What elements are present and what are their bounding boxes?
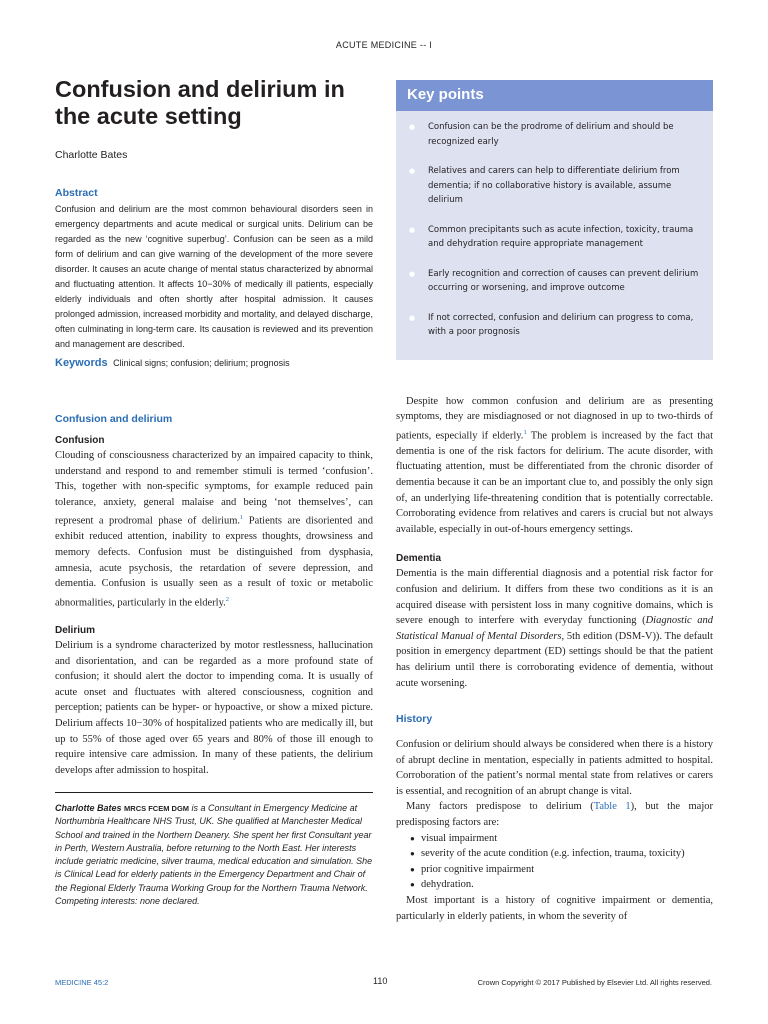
confusion-text-a: Clouding of consciousness characterized by an impaired capacity to think, understand and respond to and remember stimuli is termed ‘confusion’. This, together with non-specific symptoms, for example reduced pain tolerance, anxiety, general malaise and being ‘not themselves’, can represent a prodromal phase of delirium.	[55, 450, 373, 527]
bio-author-name: Charlotte Bates	[55, 803, 122, 814]
predisposing-factors-list	[410, 831, 713, 893]
intro-text-a: Despite how common confusion and delirium are as presenting symptoms, they are misdiagnosed or not diagnosed in up to two-thirds of patients, especially if elderly.	[396, 395, 713, 442]
key-point-text: Early recognition and correction of causes can prevent delirium occurring or worsening, and improve outcome	[428, 268, 699, 293]
history-text-a: Many factors predispose to delirium (	[406, 801, 594, 813]
history-paragraph-2	[396, 799, 713, 830]
list-item-text: visual impairment	[421, 832, 498, 844]
left-column	[55, 76, 373, 908]
keywords	[55, 356, 373, 370]
right-column	[396, 80, 713, 924]
history-text-b: ), but the major predisposing factors are:	[396, 801, 713, 829]
author-bio	[55, 802, 373, 908]
citation-ref[interactable]: 1	[240, 514, 244, 522]
key-point-item	[409, 311, 701, 340]
title-line-1: Confusion and delirium in	[55, 76, 345, 102]
subheading-confusion: Confusion	[55, 435, 105, 446]
author-name: Charlotte Bates	[55, 149, 128, 161]
keywords-text: Clinical signs; confusion; delirium; prognosis	[113, 358, 290, 368]
list-item	[410, 846, 713, 862]
article-title	[55, 76, 373, 130]
list-item-text: prior cognitive impairment	[421, 863, 535, 875]
history-paragraph-1: Confusion or delirium should always be considered when there is a history of abrupt decline in mentation, especially in patients admitted to hospital. Corroboration of the patient’s normal mental state from relatives or carers is essential, and recognition of an abrupt change is vital.	[396, 739, 713, 797]
confusion-text-b: Patients are disoriented and exhibit reduced attention, inability to express thoughts, drowsiness and memory defects. Confusion must be distinguished from dysphasia, amnesia, acute psychosis, the retardation of severe depression, and dementia. Confusion is usually seen as a result of toxic or metabolic abnormalities, particularly in the elderly.	[55, 515, 373, 609]
key-point-text: Relatives and carers can help to differentiate delirium from dementia; if no collaborative history is available, assume delirium	[428, 166, 680, 205]
dsm-title: Diagnostic and Statistical Manual of Mental Disorders	[396, 615, 713, 642]
list-item	[410, 862, 713, 878]
keywords-label: Keywords	[55, 357, 108, 369]
list-item	[410, 877, 713, 893]
bullet-icon: ●	[409, 225, 416, 234]
key-points-heading: Key points	[396, 80, 713, 111]
abstract-heading: Abstract	[55, 187, 98, 199]
section-heading-confusion-delirium: Confusion and delirium	[55, 413, 173, 425]
history-paragraph-3: Most important is a history of cognitive impairment or dementia, particularly in elderly patients, in whom the severity of	[396, 895, 713, 922]
bullet-icon: ●	[410, 833, 415, 843]
key-point-text: Common precipitants such as acute infection, toxicity, trauma and dehydration require appropriate management	[428, 224, 694, 249]
list-item	[410, 831, 713, 847]
bullet-icon: ●	[409, 167, 416, 175]
bullet-icon: ●	[410, 849, 415, 859]
footer-copyright: Crown Copyright © 2017 Published by Elsevier Ltd. All rights reserved.	[477, 978, 712, 987]
delirium-paragraph: Delirium is a syndrome characterized by motor restlessness, hallucination and disorientation, and can be regarded as a more profound state of confusion; it should alert the doctor to impending coma. It is usually of acute onset and fluctuates with altered consciousness, cognition and perception; patients can be hyper- or hypoactive, or show a mixed picture. Delirium affects 10−30% of hospitalized patients who are medically ill, but up to 55% of those aged over 65 years and 80% of those ill enough to require intensive care admission. In many of these patients, the delirium develops after admission to hospital.	[55, 639, 373, 776]
running-head: ACUTE MEDICINE -- I	[335, 40, 433, 50]
intro-paragraph	[396, 394, 713, 538]
intro-text-b: The problem is increased by the fact that dementia is one of the risk factors for delirium. The acute disorder, with fluctuating attention, must be differentiated from the chronic disorder of dementia because it can be an important clue to, and possibly the only sign of, an underlying life-threatening condition that is potentially correctable. Corroborating evidence from relatives and carers is crucial but not always available, especially in out-of-hours emergency settings.	[396, 430, 714, 535]
list-item-text: severity of the acute condition (e.g. infection, trauma, toxicity)	[421, 848, 685, 860]
bullet-icon: ●	[410, 864, 415, 874]
list-item-text: dehydration.	[421, 879, 474, 891]
key-point-text: If not corrected, confusion and delirium can progress to coma, with a poor prognosis	[428, 312, 694, 337]
subheading-dementia: Dementia	[396, 553, 442, 565]
key-points-box	[396, 80, 713, 360]
page-number: 110	[373, 976, 388, 986]
table-1-link[interactable]: Table 1	[593, 801, 631, 813]
key-point-item	[409, 164, 701, 208]
dementia-text-a: Dementia is the main differential diagnosis and a potential risk factor for confusion and delirium. It differs from these two conditions as it is an acquired disease with persistent loss in many cognitive domains, which is severe enough to interfere with everyday functioning (	[396, 568, 713, 627]
bullet-icon: ●	[409, 269, 416, 278]
key-point-item	[409, 267, 701, 296]
bio-text: is a Consultant in Emergency Medicine at Northumbria Healthcare NHS Trust, UK. She qualified at Manchester Medical School and trained in the Northern Deanery. She spent her first Consultant year in Perth, Western Australia, before returning to the North East. Her interests include geriatric medicine, silver trauma, medical education and simulation. She is Clinical Lead for elderly patients in the Emergency Department and Chair of the Regional Elderly Trauma Working Group for the Northern Trauma Network. Competing interests: none declared.	[55, 803, 373, 906]
dementia-paragraph	[396, 566, 713, 691]
subheading-delirium: Delirium	[55, 624, 96, 636]
divider-rule	[55, 792, 373, 793]
bio-credentials: MRCS FCEM DGM	[124, 804, 190, 814]
footer-journal: MEDICINE 45:2	[55, 978, 109, 987]
bullet-icon: ●	[409, 123, 416, 131]
dementia-text-b: , 5th edition (DSM-V)). The default position in emergency department (ED) settings should be that the patient has delirium until there is corroborating evidence of dementia, without acute worsening.	[396, 630, 713, 689]
confusion-paragraph	[55, 448, 373, 611]
abstract-text: Confusion and delirium are the most common behavioural disorders seen in emergency departments and acute medical or surgical units. Delirium can be regarded as the new ‘cognitive superbug’. Confusion can be seen as a mild form of delirium and can give warning of the development of the more severe disorder. It causes an acute change of mental status characterized by abnormal and fluctuating attention. It affects 10−30% of medically ill patients, especially elderly individuals and often shortly after hospital admission. It causes prolonged admission, increased morbidity and mortality, and delayed discharge, often culminating in long-term care. Its causation is reviewed and its prevention and management are described.	[55, 204, 373, 349]
citation-ref[interactable]: 1	[523, 428, 527, 436]
citation-ref[interactable]: 2	[225, 595, 230, 603]
key-point-item	[409, 120, 701, 149]
section-heading-history: History	[396, 713, 433, 726]
key-point-text: Confusion can be the prodrome of delirium and should be recognized early	[428, 122, 674, 147]
bullet-icon: ●	[410, 880, 415, 890]
bullet-icon: ●	[409, 313, 416, 322]
key-point-item	[409, 223, 701, 252]
title-line-2: the acute setting	[55, 103, 242, 129]
key-points-list	[396, 111, 713, 360]
